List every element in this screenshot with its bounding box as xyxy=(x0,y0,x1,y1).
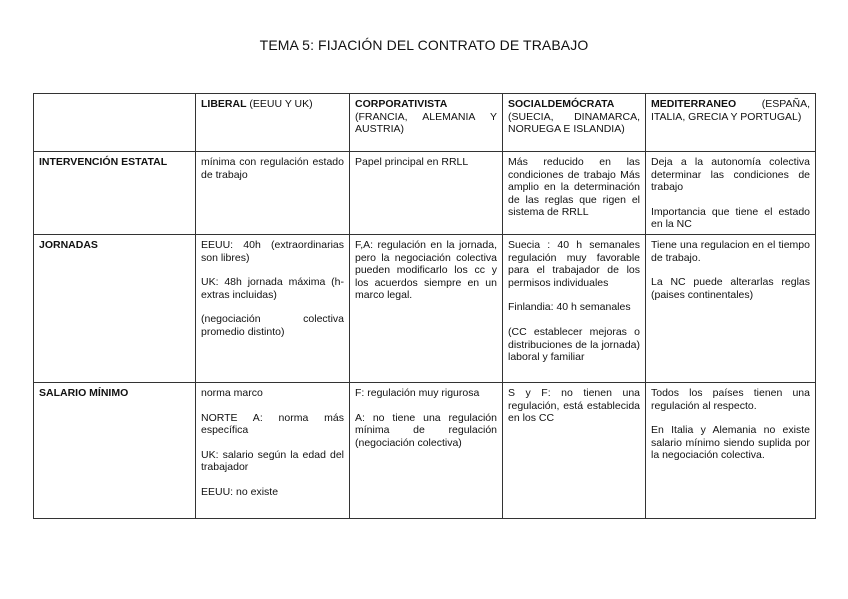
cell-paragraph: NORTE A: norma más específica xyxy=(201,411,344,437)
table-cell xyxy=(646,235,816,383)
header-empty-cell xyxy=(34,94,196,152)
column-detail: (EEUU Y UK) xyxy=(246,98,313,110)
cell-paragraph: UK: salario según la edad del trabajador xyxy=(201,448,344,474)
table-cell xyxy=(646,383,816,519)
cell-paragraph: Finlandia: 40 h semanales xyxy=(508,301,631,314)
cell-paragraph: Todos los países tienen una regulación al respecto. xyxy=(651,387,810,412)
cell-paragraph: Más reducido en las condiciones de trabajo Más amplio en la determinación de las reglas que rigen el sistema de RRLL xyxy=(508,156,640,219)
cell-paragraph: EEUU: no existe xyxy=(201,485,279,498)
table-header-row xyxy=(34,94,816,152)
cell-paragraph: Suecia : 40 h semanales regulación muy favorable para el trabajador de los permisos individuales xyxy=(508,239,640,289)
table-cell xyxy=(350,235,503,383)
table-row-salario-minimo xyxy=(34,383,816,519)
comparison-table xyxy=(33,93,816,519)
table-cell xyxy=(503,383,646,519)
cell-paragraph: norma marco xyxy=(201,387,263,399)
page-title: TEMA 5: FIJACIÓN DEL CONTRATO DE TRABAJO xyxy=(259,37,589,53)
cell-paragraph: UK: 48h jornada máxima (h-extras incluidas) xyxy=(201,276,344,301)
table-cell xyxy=(350,152,503,235)
table-row-jornadas xyxy=(34,235,816,383)
cell-paragraph: (CC establecer mejoras o distribuciones de la jornada) laboral y familiar xyxy=(508,325,640,364)
column-name: SOCIALDEMÓCRATA xyxy=(508,98,615,110)
column-name: CORPORATIVISTA xyxy=(355,98,448,110)
column-header-mediterraneo xyxy=(646,94,816,152)
column-name: LIBERAL xyxy=(201,98,247,110)
cell-paragraph: La NC puede alterarlas reglas (paises continentales) xyxy=(651,276,810,301)
column-header-socialdemocrata xyxy=(503,94,646,152)
cell-paragraph: F: regulación muy rigurosa xyxy=(355,387,480,399)
cell-paragraph: A: no tiene una regulación mínima de regulación (negociación colectiva) xyxy=(355,411,497,449)
table-cell xyxy=(196,152,350,235)
cell-paragraph: Importancia que tiene el estado en la NC xyxy=(651,205,810,231)
column-name: MEDITERRANEO xyxy=(651,98,737,110)
cell-paragraph: EEUU: 40h (extraordinarias son libres) xyxy=(201,239,344,264)
table-cell xyxy=(350,383,503,519)
table-cell xyxy=(196,235,350,383)
table-cell xyxy=(196,383,350,519)
table-cell xyxy=(503,235,646,383)
row-label: SALARIO MÍNIMO xyxy=(34,383,196,519)
cell-paragraph: Papel principal en RRLL xyxy=(355,156,469,168)
cell-paragraph: mínima con regulación estado de trabajo xyxy=(201,156,344,181)
cell-paragraph: (negociación colectiva promedio distinto) xyxy=(201,313,344,338)
row-label: JORNADAS xyxy=(34,235,196,383)
row-label: INTERVENCIÓN ESTATAL xyxy=(34,152,196,235)
cell-paragraph: S y F: no tienen una regulación, está establecida en los CC xyxy=(508,387,640,425)
cell-paragraph: F,A: regulación en la jornada, pero la negociación colectiva pueden modificarlo los cc y los acuerdos siempre en un marco legal. xyxy=(355,239,497,302)
column-detail: (ESPAÑA, ITALIA, GRECIA Y PORTUGAL) xyxy=(651,98,810,123)
table-cell xyxy=(503,152,646,235)
column-detail: (SUECIA, DINAMARCA, NORUEGA E ISLANDIA) xyxy=(508,110,640,136)
column-header-corporativista xyxy=(350,94,503,152)
cell-paragraph: En Italia y Alemania no existe salario mínimo siendo suplida por la negociación colectiva. xyxy=(651,424,810,462)
column-header-liberal xyxy=(196,94,350,152)
cell-paragraph: Tiene una regulacion en el tiempo de trabajo. xyxy=(651,239,810,264)
column-detail: (FRANCIA, ALEMANIA Y AUSTRIA) xyxy=(355,110,497,136)
table-row-intervencion-estatal xyxy=(34,152,816,235)
cell-paragraph: Deja a la autonomía colectiva determinar las condiciones de trabajo xyxy=(651,156,810,194)
table-cell xyxy=(646,152,816,235)
